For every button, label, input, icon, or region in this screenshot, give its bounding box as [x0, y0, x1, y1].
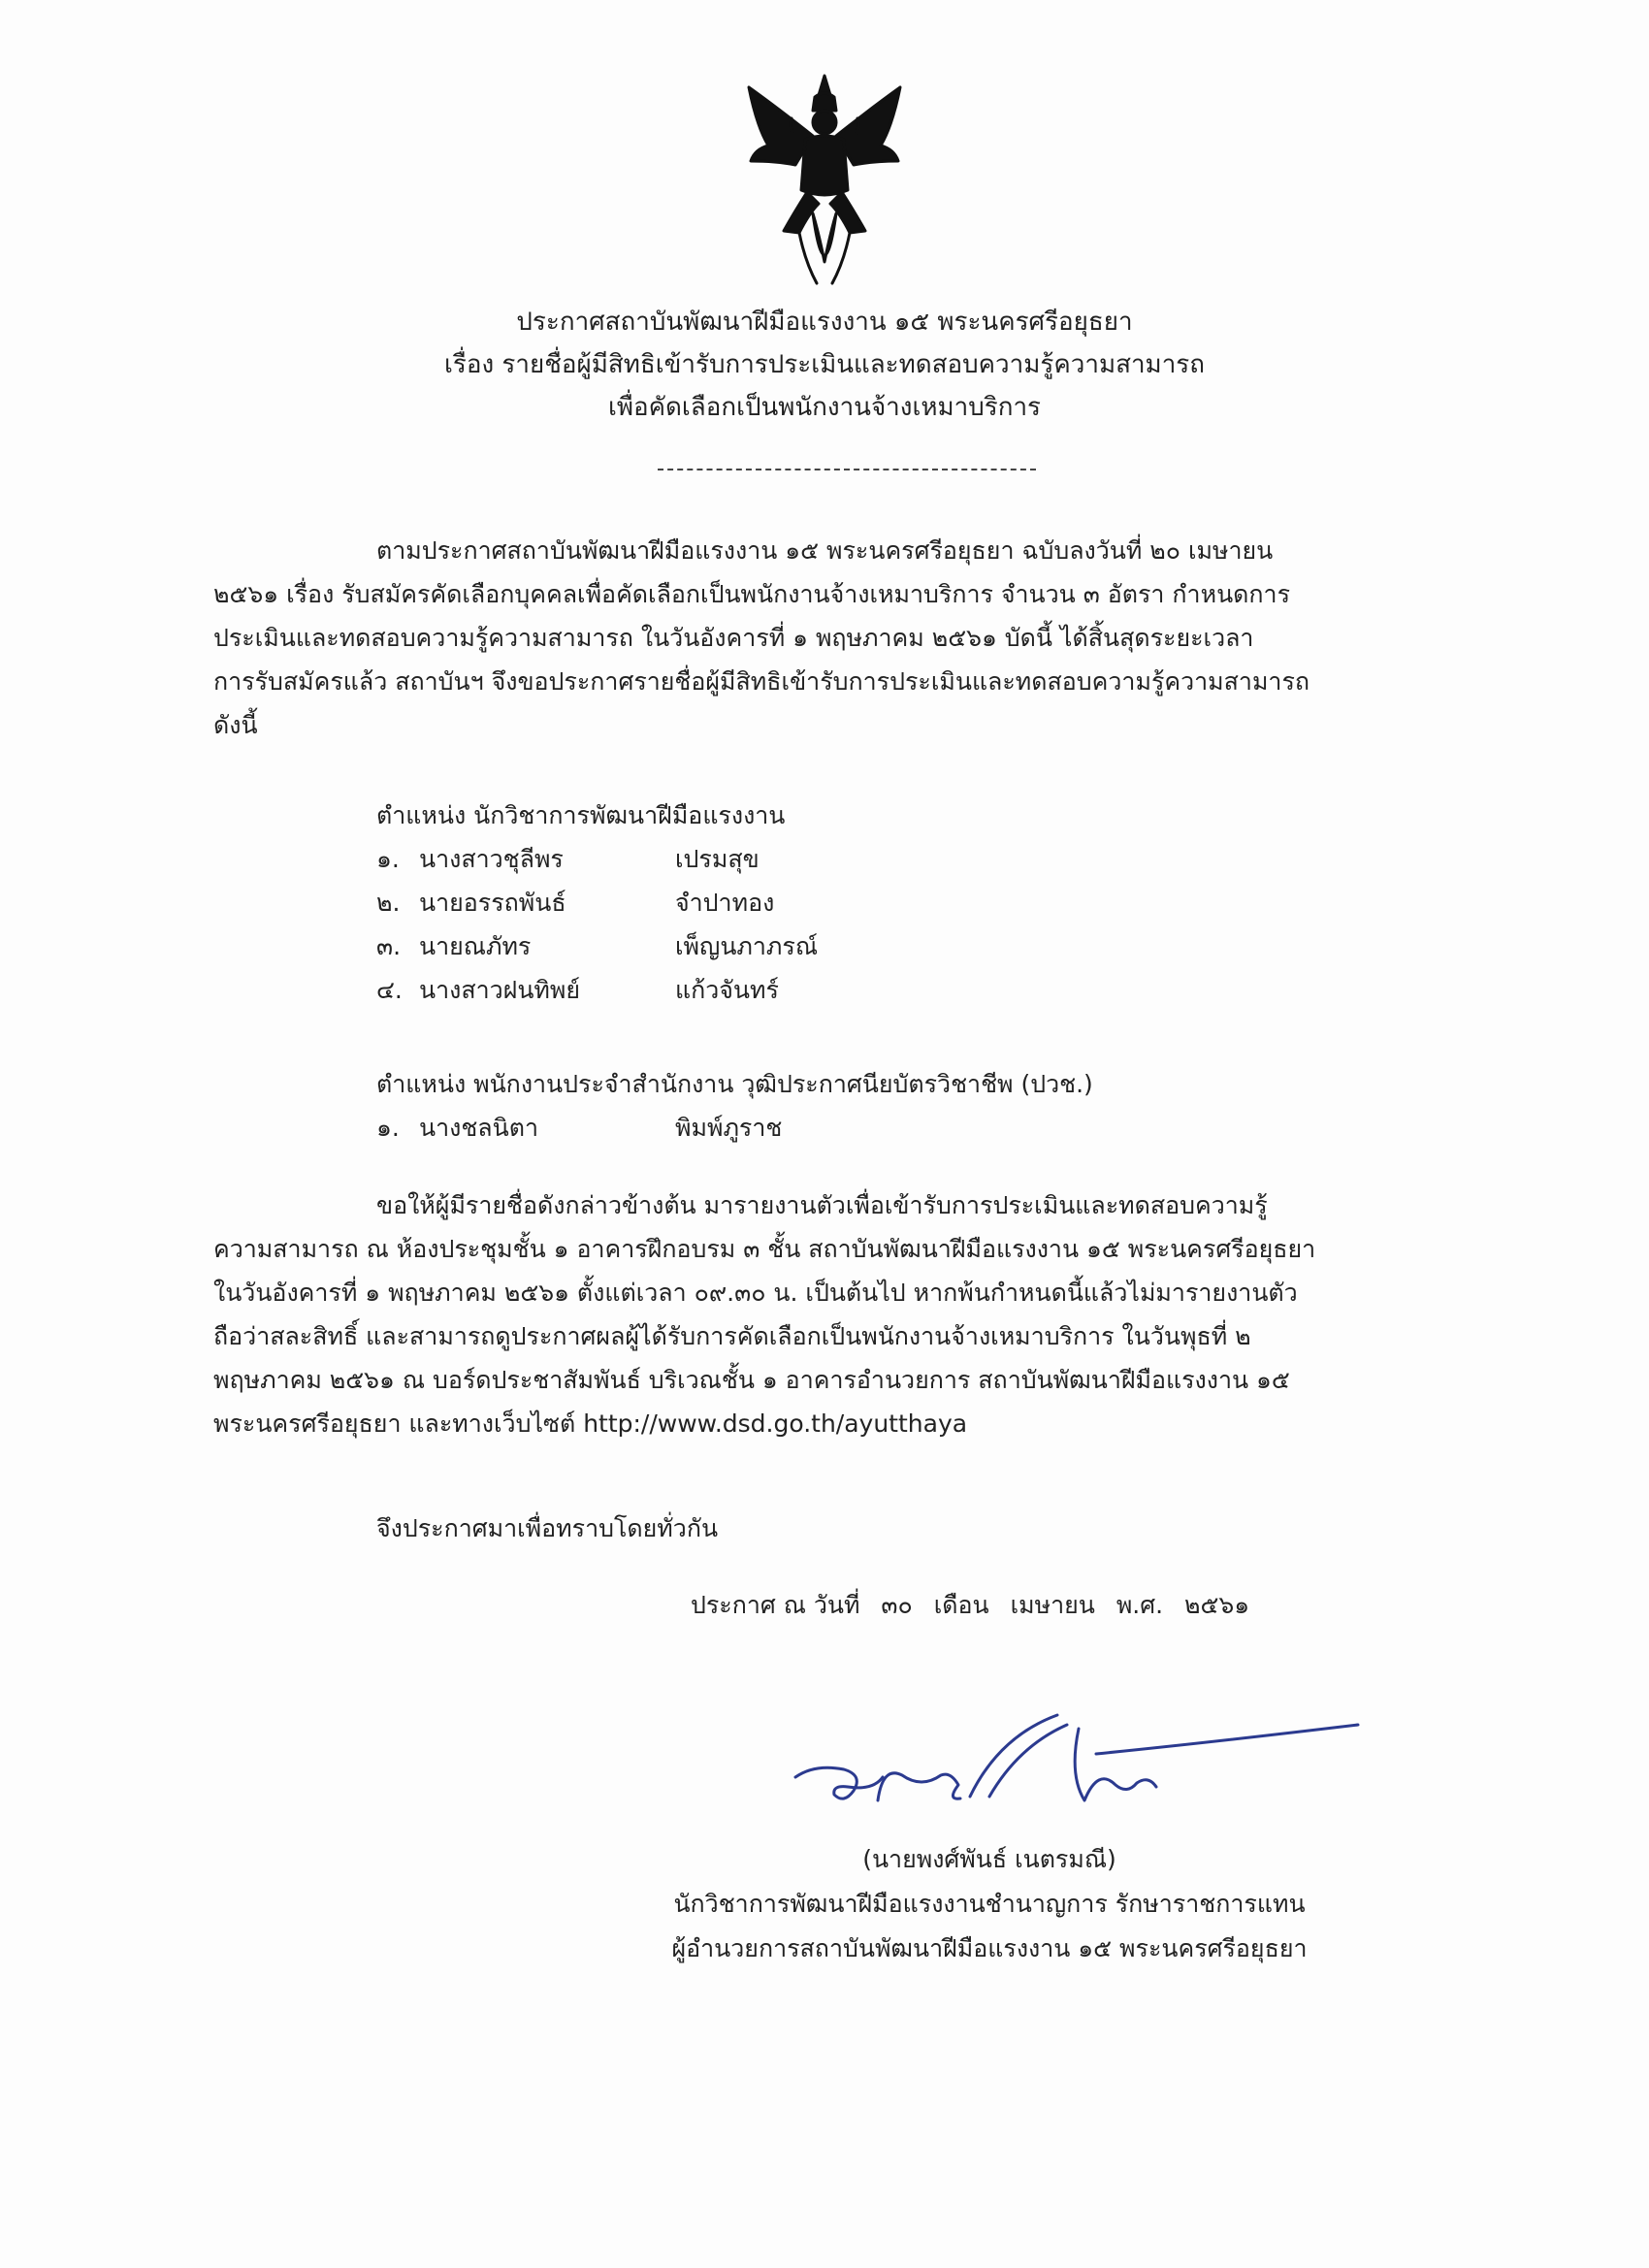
intro-line: ตามประกาศสถาบันพัฒนาฝีมือแรงงาน ๑๕ พระนครศรีอยุธยา ฉบับลงวันที่ ๒๐ เมษายน — [376, 536, 1274, 565]
instructions-line: พฤษภาคม ๒๕๖๑ ณ บอร์ดประชาสัมพันธ์ บริเวณชั้น ๑ อาคารอำนวยการ สถาบันพัฒนาฝีมือแรงงาน ๑๕ — [213, 1366, 1290, 1394]
date-day: ๓๐ — [881, 1591, 913, 1619]
candidate-number: ๓. — [376, 932, 402, 960]
instructions-line: ขอให้ผู้มีรายชื่อดังกล่าวข้างต้น มารายงานตัวเพื่อเข้ารับการประเมินและทดสอบความรู้ — [376, 1191, 1268, 1219]
candidate-last-name: แก้วจันทร์ — [675, 976, 779, 1004]
intro-line: ๒๕๖๑ เรื่อง รับสมัครคัดเลือกบุคคลเพื่อคัดเลือกเป็นพนักงานจ้างเหมาบริการ จำนวน ๓ อัตรา กำหนดการ — [213, 580, 1290, 608]
candidate-row — [376, 924, 818, 968]
candidate-number: ๒. — [376, 889, 401, 917]
instructions-line: ถือว่าสละสิทธิ์ และสามารถดูประกาศผลผู้ได้รับการคัดเลือกเป็นพนักงานจ้างเหมาบริการ ในวันพุธที่ ๒ — [213, 1322, 1251, 1350]
candidate-first-name: นางสาวฝนทิพย์ — [419, 976, 581, 1004]
heading-subject: เรื่อง รายชื่อผู้มีสิทธิเข้ารับการประเมินและทดสอบความรู้ความสามารถ — [443, 350, 1205, 379]
closing-statement: จึงประกาศมาเพื่อทราบโดยทั่วกัน — [376, 1514, 719, 1542]
intro-line: ประเมินและทดสอบความรู้ความสามารถ ในวันอังคารที่ ๑ พฤษภาคม ๒๕๖๑ บัดนี้ ได้สิ้นสุดระยะเวลา — [213, 624, 1254, 652]
signer-name: (นายพงศ์พันธ์ เนตรมณี) — [862, 1845, 1116, 1873]
instructions-line: ในวันอังคารที่ ๑ พฤษภาคม ๒๕๖๑ ตั้งแต่เวลา ๐๙.๓๐ น. เป็นต้นไป หากพ้นกำหนดนี้แล้วไม่มารายงานตัว — [213, 1279, 1298, 1307]
candidate-row — [376, 968, 818, 1012]
intro-line: ดังนี้ — [213, 711, 258, 739]
signer-block — [601, 1837, 1377, 1971]
candidate-last-name: พิมพ์ภูราช — [675, 1114, 783, 1142]
intro-line: การรับสมัครแล้ว สถาบันฯ จึงขอประกาศรายชื่อผู้มีสิทธิเข้ารับการประเมินและทดสอบความรู้ความสามารถ — [213, 667, 1310, 696]
heading-announcement: ประกาศสถาบันพัฒนาฝีมือแรงงาน ๑๕ พระนครศรีอยุธยา — [516, 308, 1133, 337]
candidate-last-name: จำปาทอง — [675, 889, 775, 917]
position-1-title: ตำแหน่ง นักวิชาการพัฒนาฝีมือแรงงาน — [376, 801, 786, 829]
candidate-first-name: นายณภัทร — [419, 932, 532, 960]
candidate-first-name: นางสาวชุลีพร — [419, 845, 564, 873]
candidate-first-name: นางชลนิตา — [419, 1114, 538, 1142]
date-month-label: เดือน — [933, 1591, 989, 1619]
date-month: เมษายน — [1010, 1591, 1095, 1619]
announcement-date — [691, 1583, 1263, 1627]
candidate-last-name: เปรมสุข — [675, 845, 760, 873]
candidate-number: ๑. — [376, 1114, 400, 1142]
handwritten-signature — [776, 1707, 1377, 1843]
position-1-section — [376, 794, 818, 1012]
heading-divider — [658, 469, 1036, 470]
date-year: ๒๕๖๑ — [1184, 1591, 1250, 1619]
instructions-line: ความสามารถ ณ ห้องประชุมชั้น ๑ อาคารฝึกอบรม ๓ ชั้น สถาบันพัฒนาฝีมือแรงงาน ๑๕ พระนครศรีอยุธยา — [213, 1235, 1316, 1263]
candidate-row — [376, 881, 818, 924]
candidate-number: ๑. — [376, 845, 400, 873]
date-era: พ.ศ. — [1116, 1591, 1164, 1619]
candidate-last-name: เพ็ญนภาภรณ์ — [675, 932, 819, 960]
candidate-first-name: นายอรรถพันธ์ — [419, 889, 566, 917]
date-prefix: ประกาศ ณ วันที่ — [691, 1591, 860, 1619]
instructions-line: พระนครศรีอยุธยา และทางเว็บไซต์ http://www.dsd.go.th/ayutthaya — [213, 1409, 968, 1438]
garuda-emblem-icon — [737, 68, 912, 301]
signer-title: นักวิชาการพัฒนาฝีมือแรงงานชำนาญการ รักษาราชการแทน — [673, 1890, 1306, 1918]
position-2-section — [376, 1062, 1093, 1150]
candidate-number: ๔. — [376, 976, 403, 1004]
candidate-row — [376, 837, 818, 881]
intro-paragraph — [213, 529, 1455, 747]
position-2-title: ตำแหน่ง พนักงานประจำสำนักงาน วุฒิประกาศนียบัตรวิชาชีพ (ปวช.) — [376, 1070, 1093, 1098]
heading-purpose: เพื่อคัดเลือกเป็นพนักงานจ้างเหมาบริการ — [607, 393, 1042, 422]
candidate-row — [376, 1106, 1093, 1150]
document-heading — [291, 301, 1358, 429]
signer-title-acting: ผู้อำนวยการสถาบันพัฒนาฝีมือแรงงาน ๑๕ พระนครศรีอยุธยา — [671, 1934, 1308, 1962]
instructions-paragraph — [213, 1183, 1455, 1445]
